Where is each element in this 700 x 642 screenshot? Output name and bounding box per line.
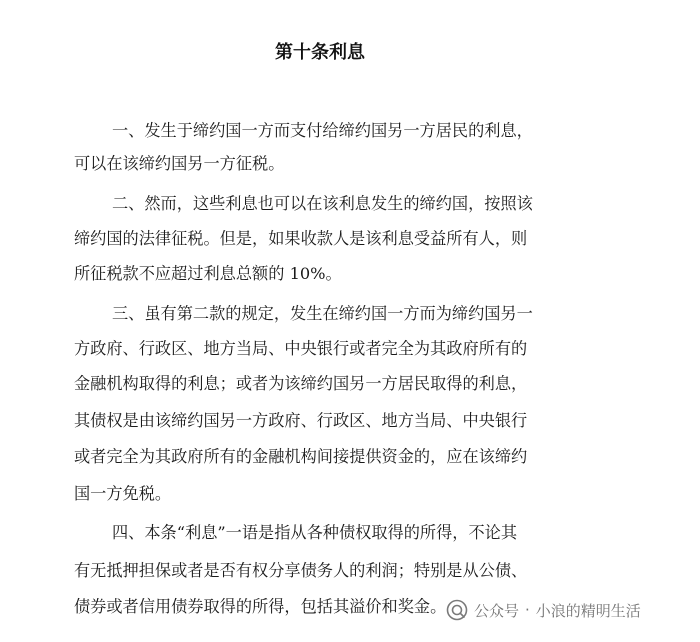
paragraph-2-line-1: 二、然而，这些利息也可以在该利息发生的缔约国，按照该 xyxy=(112,194,533,213)
paragraph-2-line-2: 缔约国的法律征税。但是，如果收款人是该利息受益所有人，则 xyxy=(74,229,528,248)
watermark-platform: 公众号 xyxy=(474,601,520,620)
paragraph-4-line-1: 四、本条“利息”一语是指从各种债权取得的所得，不论其 xyxy=(112,523,518,542)
watermark-account: 小浪的精明生活 xyxy=(535,601,641,620)
wechat-watermark xyxy=(446,594,641,626)
paragraph-4-line-3: 债券或者信用债券取得的所得，包括其溢价和奖金。 xyxy=(74,597,447,616)
paragraph-3-line-1: 三、虽有第二款的规定，发生在缔约国一方而为缔约国另一 xyxy=(112,304,533,323)
wechat-official-account-icon xyxy=(446,599,468,621)
paragraph-4-line-2: 有无抵押担保或者是否有权分享债务人的利润；特别是从公债、 xyxy=(74,561,528,580)
paragraph-3-line-6: 国一方免税。 xyxy=(74,484,172,503)
paragraph-1-line-2: 可以在该缔约国另一方征税。 xyxy=(74,154,285,173)
paragraph-3-line-5: 或者完全为其政府所有的金融机构间接提供资金的，应在该缔约 xyxy=(74,447,528,466)
article-title: 第十条利息 xyxy=(275,42,365,63)
watermark-separator: · xyxy=(525,601,530,619)
paragraph-3-line-3: 金融机构取得的利息；或者为该缔约国另一方居民取得的利息， xyxy=(74,374,528,393)
paragraph-3-line-4: 其债权是由该缔约国另一方政府、行政区、地方当局、中央银行 xyxy=(74,411,528,430)
paragraph-3-line-2: 方政府、行政区、地方当局、中央银行或者完全为其政府所有的 xyxy=(74,339,528,358)
paragraph-1-line-1: 一、发生于缔约国一方而支付给缔约国另一方居民的利息， xyxy=(112,121,533,140)
paragraph-2-line-3: 所征税款不应超过利息总额的 10%。 xyxy=(74,264,342,283)
